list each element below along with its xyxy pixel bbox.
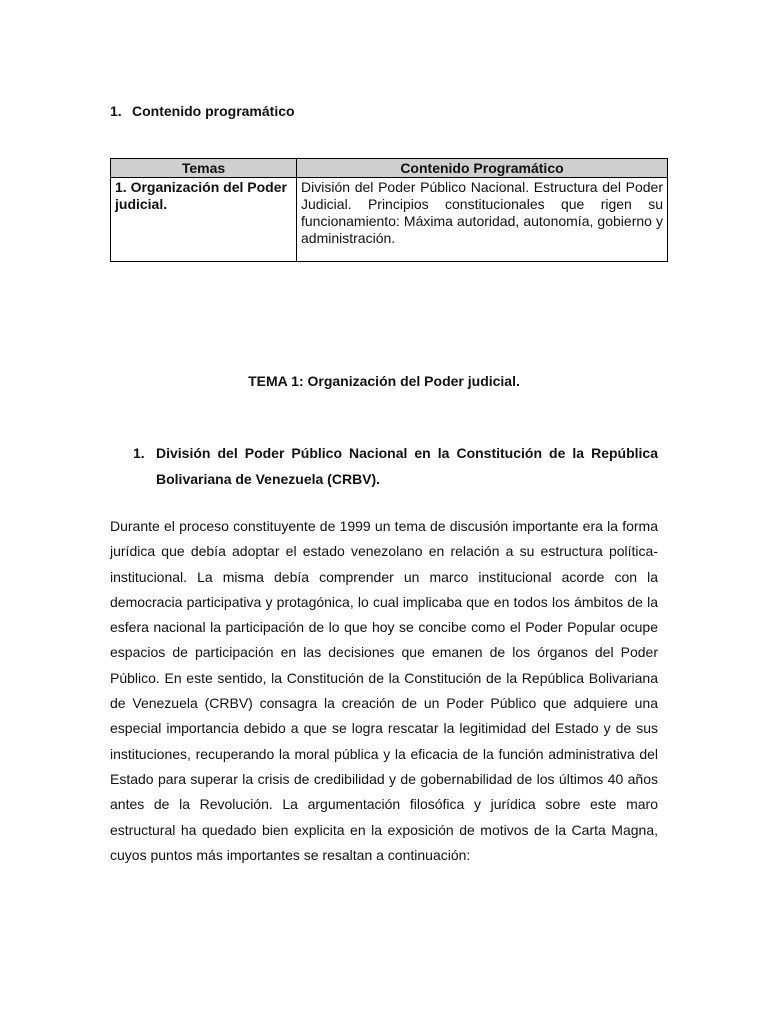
program-table (110, 158, 668, 262)
section-title: Contenido programático (132, 103, 295, 119)
table-header-row (111, 159, 668, 178)
cell-tema: 1. Organización del Poder judicial. (111, 178, 297, 262)
subheading-number: 1. (133, 445, 145, 461)
section-number: 1. (110, 103, 122, 119)
tema-title: TEMA 1: Organización del Poder judicial. (248, 373, 520, 389)
header-temas: Temas (111, 159, 297, 178)
table-row (111, 178, 668, 262)
header-contenido: Contenido Programático (297, 159, 668, 178)
cell-contenido: División del Poder Público Nacional. Estructura del Poder Judicial. Principios constitucionales que rigen su funcionamiento: Máxima autoridad, autonomía, gobierno y administración. (297, 178, 668, 262)
body-paragraph: Durante el proceso constituyente de 1999 un tema de discusión importante era la forma jurídica que debía adoptar el estado venezolano en relación a su estructura política-institucional. La misma debía comprender un marco institucional acorde con la democracia participativa y protagónica, lo cual implicaba que en todos los ámbitos de la esfera nacional la participación de lo que hoy se concibe como el Poder Popular ocupe espacios de participación en las decisiones que emanen de los órganos del Poder Público. En este sentido, la Constitución de la Constitución de la República Bolivariana de Venezuela (CRBV) consagra la creación de un Poder Público que adquiere una especial importancia debido a que se logra rescatar la legitimidad del Estado y de sus instituciones, recuperando la moral pública y la eficacia de la función administrativa del Estado para superar la crisis de credibilidad y de gobernabilidad de los últimos 40 años antes de la Revolución. La argumentación filosófica y jurídica sobre este maro estructural ha quedado bien explicita en la exposición de motivos de la Carta Magna, cuyos puntos más importantes se resaltan a continuación: (110, 518, 658, 863)
subheading (133, 440, 658, 492)
section-heading (110, 102, 295, 120)
subheading-text: División del Poder Público Nacional en la Constitución de la República Bolivariana de Venezuela (CRBV). (156, 445, 658, 487)
